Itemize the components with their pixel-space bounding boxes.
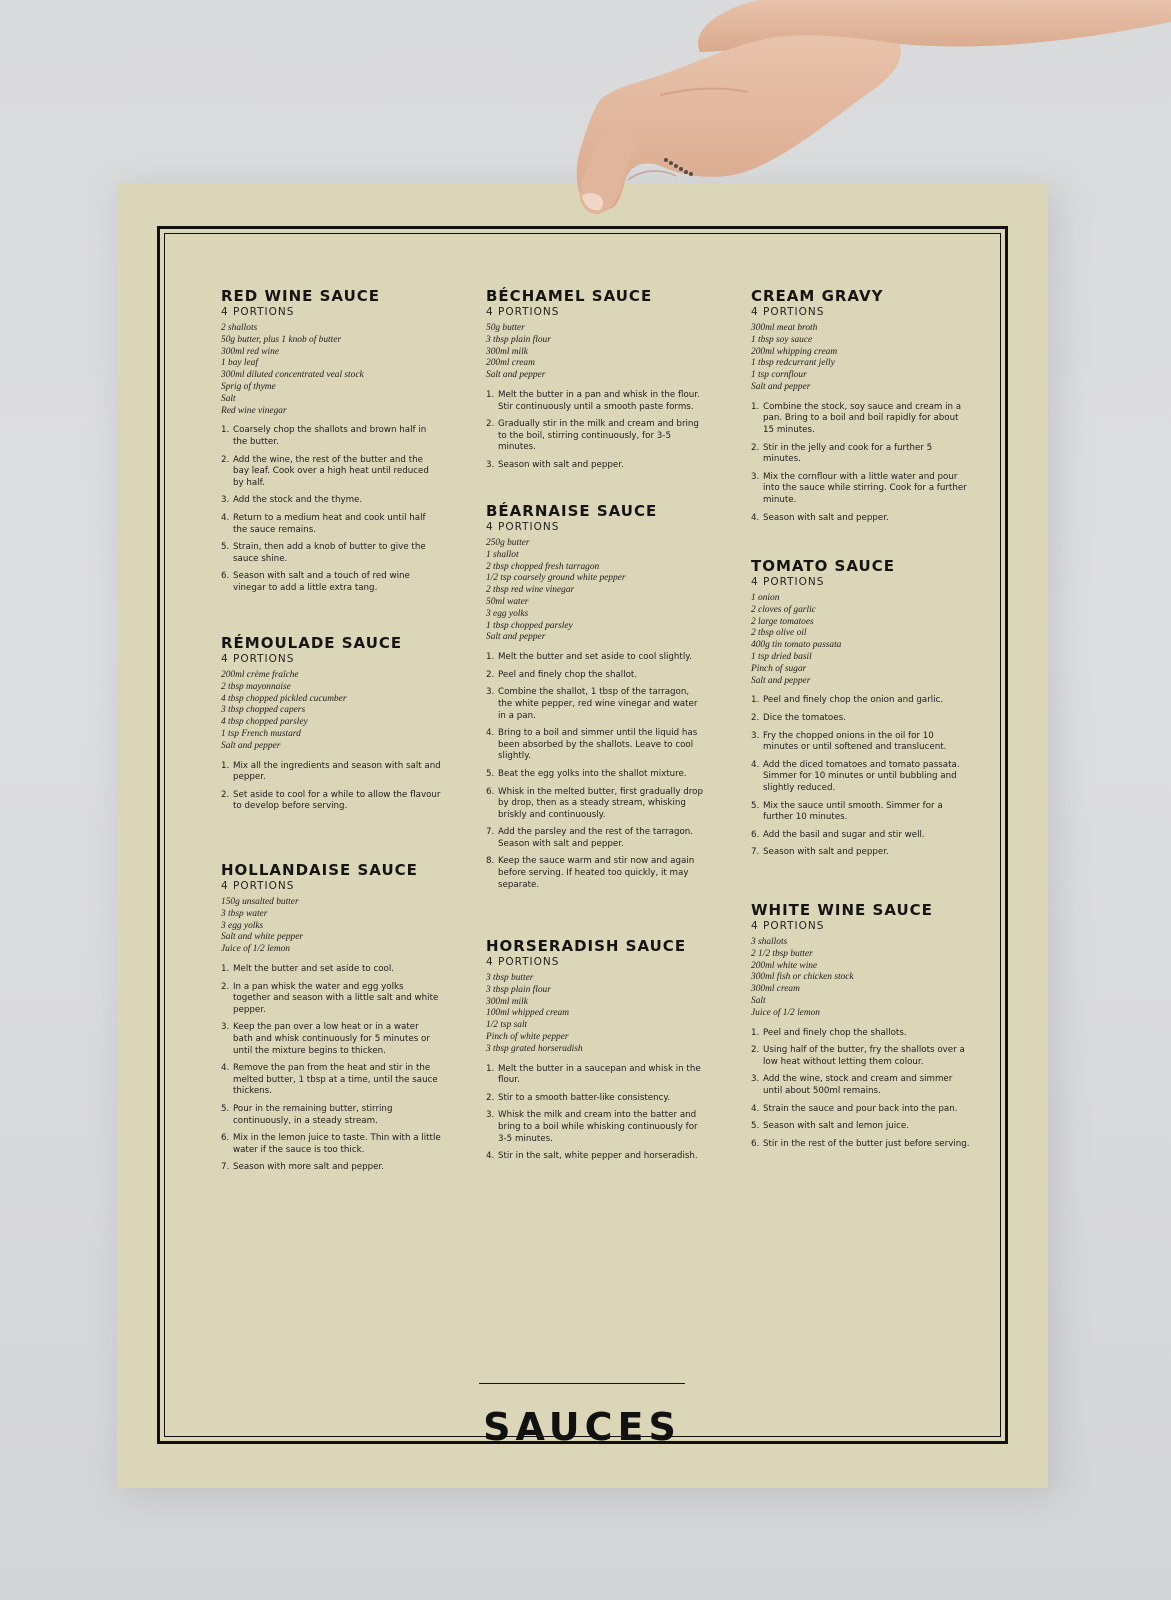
ingredient-item: 1 shallot — [486, 549, 519, 560]
ingredient-item: 1/2 tsp coarsely ground white pepper — [486, 573, 626, 584]
recipe-title: WHITE WINE SAUCE — [751, 901, 933, 919]
step-item — [486, 827, 706, 850]
step-list — [751, 1028, 971, 1151]
ingredient-item: 200ml whipping cream — [751, 346, 838, 357]
recipe-portions: 4 PORTIONS — [486, 306, 560, 318]
ingredient-item: 3 tbsp plain flour — [486, 334, 551, 345]
step-number: 4. — [486, 728, 495, 739]
step-number: 5. — [221, 542, 230, 553]
step-item — [221, 455, 441, 490]
ingredient-item: 2 1/2 tbsp butter — [751, 948, 813, 959]
step-number: 1. — [486, 1063, 495, 1074]
recipe-title: HORSERADISH SAUCE — [486, 937, 687, 955]
step-item — [221, 964, 441, 976]
ingredient-item: 200ml cream — [486, 358, 535, 369]
ingredient-item: 2 tbsp olive oil — [751, 628, 807, 639]
step-number: 7. — [751, 847, 760, 858]
ingredient-item: 3 egg yolks — [221, 920, 264, 931]
step-text: Mix in the lemon juice to taste. Thin with a little water if the sauce is too thick. — [233, 1133, 441, 1155]
ingredient-item: 200ml crème fraîche — [221, 670, 299, 680]
step-number: 3. — [751, 730, 760, 741]
step-text: Melt the butter and set aside to cool. — [233, 963, 395, 974]
step-number: 2. — [751, 1045, 760, 1056]
step-text: Strain the sauce and pour back into the pan. — [763, 1103, 958, 1114]
step-item — [221, 1162, 441, 1174]
ingredient-list — [221, 670, 441, 753]
ingredient-item: Salt and pepper — [751, 675, 811, 686]
step-number: 5. — [751, 1121, 760, 1132]
recipe-hollandaise-sauce — [221, 862, 441, 1180]
step-number: 7. — [486, 827, 495, 838]
ingredient-item: Salt and pepper — [486, 370, 546, 381]
step-number: 6. — [486, 786, 495, 797]
step-number: 1. — [751, 695, 760, 706]
step-text: Dice the tomatoes. — [763, 712, 846, 723]
step-number: 2. — [221, 454, 230, 465]
step-text: Using half of the butter, fry the shallots over a low heat without letting them colour. — [763, 1045, 965, 1067]
step-text: Remove the pan from the heat and stir in the melted butter, 1 tbsp at a time, until the sauce thickens. — [233, 1063, 438, 1097]
ingredient-item: 2 tbsp mayonnaise — [221, 681, 291, 692]
step-item — [221, 495, 441, 507]
step-number: 6. — [221, 1133, 230, 1144]
ingredient-item: 100ml whipped cream — [486, 1008, 569, 1019]
step-item — [751, 1045, 971, 1068]
step-text: Mix the cornflour with a little water and pour into the sauce while stirring. Cook for a further minute. — [763, 471, 967, 505]
step-text: Peel and finely chop the onion and garlic. — [763, 695, 944, 706]
step-item — [486, 728, 706, 763]
ingredient-item: 300ml red wine — [221, 346, 279, 357]
ingredient-list — [751, 937, 971, 1020]
ingredient-item: 1 tbsp soy sauce — [751, 334, 813, 345]
step-text: Combine the shallot, 1 tbsp of the tarragon, the white pepper, red wine vinegar and water in a pan. — [498, 687, 698, 721]
ingredient-item: 50g butter, plus 1 knob of butter — [221, 334, 342, 345]
recipe-remoulade-sauce — [221, 635, 441, 819]
step-text: Set aside to cool for a while to allow the flavour to develop before serving. — [233, 789, 441, 812]
step-text: Add the parsley and the rest of the tarragon. Season with salt and pepper. — [498, 827, 694, 849]
step-item — [486, 687, 706, 722]
step-text: Season with salt and lemon juice. — [763, 1121, 910, 1132]
ingredient-list — [751, 593, 971, 687]
step-number: 6. — [221, 571, 230, 582]
step-item — [751, 760, 971, 795]
recipe-portions: 4 PORTIONS — [221, 306, 295, 318]
ingredient-item: 2 tbsp chopped fresh tarragon — [486, 561, 600, 572]
step-number: 2. — [751, 712, 760, 723]
ingredient-item: 3 egg yolks — [486, 608, 529, 619]
step-list — [486, 390, 706, 472]
recipe-title: TOMATO SAUCE — [751, 557, 895, 575]
step-number: 1. — [221, 425, 230, 436]
ingredient-item: 250g butter — [486, 538, 530, 548]
ingredient-item: 1 tbsp chopped parsley — [486, 620, 573, 631]
recipe-portions: 4 PORTIONS — [486, 521, 560, 533]
poster — [117, 183, 1048, 1488]
step-number: 7. — [221, 1162, 230, 1173]
step-text: Add the basil and sugar and stir well. — [763, 829, 925, 840]
ingredient-item: 1 tbsp redcurrant jelly — [751, 358, 835, 369]
step-number: 1. — [751, 401, 760, 412]
step-number: 2. — [221, 981, 230, 992]
step-number: 4. — [221, 1063, 230, 1074]
ingredient-item: 1 bay leaf — [221, 358, 258, 369]
step-text: Pour in the remaining butter, stirring continuously, in a steady stream. — [233, 1103, 393, 1126]
step-item — [751, 695, 971, 707]
step-text: Strain, then add a knob of butter to give the sauce shine. — [233, 542, 426, 564]
step-number: 8. — [486, 856, 495, 867]
step-number: 3. — [221, 495, 230, 506]
step-text: Stir in the jelly and cook for a further 5 minutes. — [763, 442, 933, 465]
ingredient-item: 3 tbsp grated horseradish — [486, 1043, 583, 1054]
step-number: 4. — [751, 1103, 760, 1114]
ingredient-item: 2 shallots — [221, 323, 258, 333]
recipe-red-wine-sauce — [221, 288, 441, 601]
step-number: 1. — [486, 389, 495, 400]
step-item — [221, 982, 441, 1017]
step-item — [486, 419, 706, 454]
recipe-portions: 4 PORTIONS — [486, 956, 560, 968]
step-text: Stir in the salt, white pepper and horseradish. — [498, 1151, 698, 1162]
step-number: 2. — [486, 419, 495, 430]
step-item — [751, 402, 971, 437]
ingredient-item: 3 tbsp water — [221, 908, 268, 919]
recipe-title: BÉCHAMEL SAUCE — [486, 287, 653, 305]
ingredient-item: 150g unsalted butter — [221, 897, 299, 907]
step-number: 3. — [486, 687, 495, 698]
recipe-tomato-sauce — [751, 558, 971, 865]
step-item — [221, 1104, 441, 1127]
recipe-title: RÉMOULADE SAUCE — [221, 634, 403, 652]
ingredient-item: 300ml diluted concentrated veal stock — [221, 370, 364, 381]
step-item — [486, 460, 706, 472]
step-text: Season with salt and pepper. — [763, 512, 889, 523]
step-number: 6. — [751, 829, 760, 840]
step-list — [221, 761, 441, 813]
step-item — [486, 1093, 706, 1105]
title-divider — [479, 1383, 685, 1384]
ingredient-item: Pinch of sugar — [751, 663, 807, 674]
ingredient-list — [486, 538, 706, 644]
step-number: 3. — [486, 1110, 495, 1121]
recipe-title: CREAM GRAVY — [751, 287, 884, 305]
step-item — [221, 1022, 441, 1057]
step-text: Combine the stock, soy sauce and cream in a pan. Bring to a boil and boil rapidly for about 15 minutes. — [763, 401, 962, 435]
ingredient-item: Salt — [751, 995, 766, 1006]
step-text: Return to a medium heat and cook until half the sauce remains. — [233, 512, 426, 535]
step-item — [486, 856, 706, 891]
step-list — [486, 652, 706, 891]
step-number: 1. — [486, 652, 495, 663]
poster-title: SAUCES — [483, 1405, 681, 1449]
step-item — [221, 513, 441, 536]
ingredient-item: 1 tsp French mustard — [221, 728, 301, 739]
ingredient-item: 2 large tomatoes — [751, 616, 814, 627]
step-text: Peel and finely chop the shallots. — [763, 1027, 907, 1038]
ingredient-item: 3 tbsp butter — [486, 973, 534, 983]
step-item — [751, 513, 971, 525]
recipe-title: RED WINE SAUCE — [221, 287, 381, 305]
step-item — [486, 1151, 706, 1163]
step-number: 5. — [486, 768, 495, 779]
step-item — [221, 761, 441, 784]
ingredient-item: 1 tsp cornflour — [751, 370, 807, 381]
step-text: In a pan whisk the water and egg yolks together and season with a little salt and white pepper. — [233, 981, 439, 1015]
ingredient-item: 200ml white wine — [751, 960, 818, 971]
step-text: Melt the butter in a saucepan and whisk in the flour. — [498, 1063, 701, 1086]
ingredient-item: Sprig of thyme — [221, 381, 276, 392]
ingredient-item: Salt and pepper — [486, 632, 546, 643]
ingredient-item: Juice of 1/2 lemon — [221, 944, 290, 955]
ingredient-item: Juice of 1/2 lemon — [751, 1007, 820, 1018]
step-text: Stir to a smooth batter-like consistency. — [498, 1092, 671, 1103]
step-text: Keep the pan over a low heat or in a water bath and whisk continuously for 5 minutes or until the mixture begins to thicken. — [233, 1022, 430, 1056]
step-item — [751, 830, 971, 842]
step-text: Beat the egg yolks into the shallot mixture. — [498, 768, 687, 779]
step-item — [751, 1028, 971, 1040]
ingredient-item: 300ml fish or chicken stock — [751, 972, 854, 983]
step-item — [486, 1110, 706, 1145]
step-list — [486, 1064, 706, 1163]
ingredient-item: Pinch of white pepper — [486, 1031, 569, 1042]
step-text: Melt the butter in a pan and whisk in the flour. Stir continuously until a smooth paste forms. — [498, 389, 700, 412]
step-item — [751, 443, 971, 466]
step-item — [751, 1121, 971, 1133]
step-text: Season with salt and a touch of red wine vinegar to add a little extra tang. — [233, 571, 410, 593]
step-item — [486, 787, 706, 822]
recipe-portions: 4 PORTIONS — [751, 306, 825, 318]
step-number: 2. — [486, 1092, 495, 1103]
step-text: Gradually stir in the milk and cream and bring to the boil, stirring continuously, for 3-5 minutes. — [498, 419, 699, 453]
hand-holding-poster — [0, 0, 1171, 230]
ingredient-item: 1 tsp dried basil — [751, 651, 812, 662]
step-item — [486, 1064, 706, 1087]
ingredient-item: 300ml cream — [751, 984, 800, 995]
ingredient-list — [221, 897, 441, 956]
step-number: 3. — [486, 459, 495, 470]
step-text: Melt the butter and set aside to cool slightly. — [498, 652, 692, 663]
step-item — [751, 713, 971, 725]
step-number: 2. — [221, 789, 230, 800]
ingredient-item: 1 onion — [751, 593, 780, 603]
ingredient-item: 3 tbsp chopped capers — [221, 705, 306, 716]
ingredient-item: 400g tin tomato passata — [751, 640, 842, 651]
step-number: 2. — [486, 669, 495, 680]
ingredient-item: Salt and pepper — [751, 381, 811, 392]
step-item — [221, 425, 441, 448]
ingredient-item: 50g butter — [486, 323, 525, 333]
recipe-white-wine-sauce — [751, 902, 971, 1156]
step-text: Whisk the milk and cream into the batter and bring to a boil while whisking continuously for 3-5 minutes. — [498, 1110, 698, 1144]
step-text: Mix the sauce until smooth. Simmer for a further 10 minutes. — [763, 800, 943, 823]
step-number: 6. — [751, 1138, 760, 1149]
step-number: 4. — [751, 512, 760, 523]
ingredient-item: Salt and white pepper — [221, 932, 304, 943]
step-item — [486, 390, 706, 413]
step-text: Whisk in the melted butter, first gradually drop by drop, then as a steady stream, whisking briskly and continuously. — [498, 786, 703, 820]
step-number: 4. — [221, 512, 230, 523]
step-text: Add the diced tomatoes and tomato passata. Simmer for 10 minutes or until bubbling and slightly reduced. — [763, 759, 960, 793]
step-text: Season with salt and pepper. — [763, 847, 889, 858]
finger-crease — [628, 171, 676, 180]
ingredient-item: 4 tbsp chopped parsley — [221, 717, 308, 728]
step-item — [221, 1063, 441, 1098]
ingredient-item: Salt — [221, 393, 236, 404]
step-item — [221, 542, 441, 565]
step-number: 1. — [751, 1027, 760, 1038]
step-text: Add the wine, stock and cream and simmer until about 500ml remains. — [763, 1074, 953, 1096]
step-item — [751, 472, 971, 507]
step-number: 3. — [221, 1022, 230, 1033]
ingredient-item: 3 tbsp plain flour — [486, 984, 551, 995]
ingredient-item: 300ml milk — [486, 346, 528, 357]
ingredient-list — [751, 323, 971, 394]
step-number: 3. — [751, 471, 760, 482]
ingredient-item: 300ml meat broth — [751, 323, 818, 333]
recipe-horseradish-sauce — [486, 938, 706, 1169]
ingredient-item: 3 shallots — [751, 937, 788, 947]
ingredient-list — [486, 323, 706, 382]
ingredient-item: 50ml water — [486, 596, 529, 607]
step-item — [751, 1074, 971, 1097]
hand-palm — [577, 35, 901, 210]
step-text: Peel and finely chop the shallot. — [498, 669, 638, 680]
recipe-bechamel-sauce — [486, 288, 706, 478]
step-number: 4. — [751, 759, 760, 770]
step-text: Coarsely chop the shallots and brown half in the butter. — [233, 425, 427, 447]
recipe-cream-gravy — [751, 288, 971, 530]
recipe-title: BÉARNAISE SAUCE — [486, 502, 658, 520]
step-text: Keep the sauce warm and stir now and again before serving. If heated too quickly, it may separate. — [498, 856, 695, 890]
recipe-portions: 4 PORTIONS — [751, 920, 825, 932]
step-item — [751, 801, 971, 824]
step-number: 2. — [751, 442, 760, 453]
recipe-title: HOLLANDAISE SAUCE — [221, 861, 418, 879]
recipe-portions: 4 PORTIONS — [751, 576, 825, 588]
ingredient-list — [486, 973, 706, 1056]
ingredient-item: 2 cloves of garlic — [751, 604, 816, 615]
step-text: Stir in the rest of the butter just before serving. — [763, 1138, 970, 1149]
ingredient-item: 300ml milk — [486, 996, 528, 1007]
step-text: Add the wine, the rest of the butter and the bay leaf. Cook over a high heat until reduced by half. — [233, 454, 429, 488]
ingredient-item: Salt and pepper — [221, 740, 281, 751]
recipe-portions: 4 PORTIONS — [221, 880, 295, 892]
step-item — [751, 1104, 971, 1116]
ingredient-item: 4 tbsp chopped pickled cucumber — [221, 693, 347, 704]
ingredient-item: 2 tbsp red wine vinegar — [486, 585, 575, 596]
step-number: 4. — [486, 1151, 495, 1162]
step-number: 1. — [221, 963, 230, 974]
step-text: Mix all the ingredients and season with salt and pepper. — [233, 760, 441, 783]
step-item — [486, 769, 706, 781]
step-list — [221, 425, 441, 594]
ingredient-item: Red wine vinegar — [221, 405, 287, 416]
step-text: Add the stock and the thyme. — [233, 495, 363, 506]
step-text: Fry the chopped onions in the oil for 10 minutes or until softened and translucent. — [763, 730, 947, 753]
recipe-portions: 4 PORTIONS — [221, 653, 295, 665]
recipe-bearnaise-sauce — [486, 503, 706, 897]
step-item — [221, 571, 441, 594]
step-item — [486, 670, 706, 682]
step-text: Bring to a boil and simmer until the liquid has been absorbed by the shallots. Leave to cool slightly. — [498, 728, 698, 762]
step-list — [751, 695, 971, 859]
step-number: 5. — [751, 800, 760, 811]
step-item — [221, 1133, 441, 1156]
step-item — [751, 1139, 971, 1151]
step-list — [751, 402, 971, 524]
step-number: 3. — [751, 1074, 760, 1085]
step-item — [221, 790, 441, 813]
step-item — [486, 652, 706, 664]
step-text: Season with salt and pepper. — [498, 459, 624, 470]
step-number: 5. — [221, 1103, 230, 1114]
step-text: Season with more salt and pepper. — [233, 1162, 385, 1173]
ingredient-item: 1/2 tsp salt — [486, 1020, 528, 1031]
ingredient-list — [221, 323, 441, 417]
step-number: 1. — [221, 760, 230, 771]
step-list — [221, 964, 441, 1174]
step-item — [751, 731, 971, 754]
step-item — [751, 847, 971, 859]
